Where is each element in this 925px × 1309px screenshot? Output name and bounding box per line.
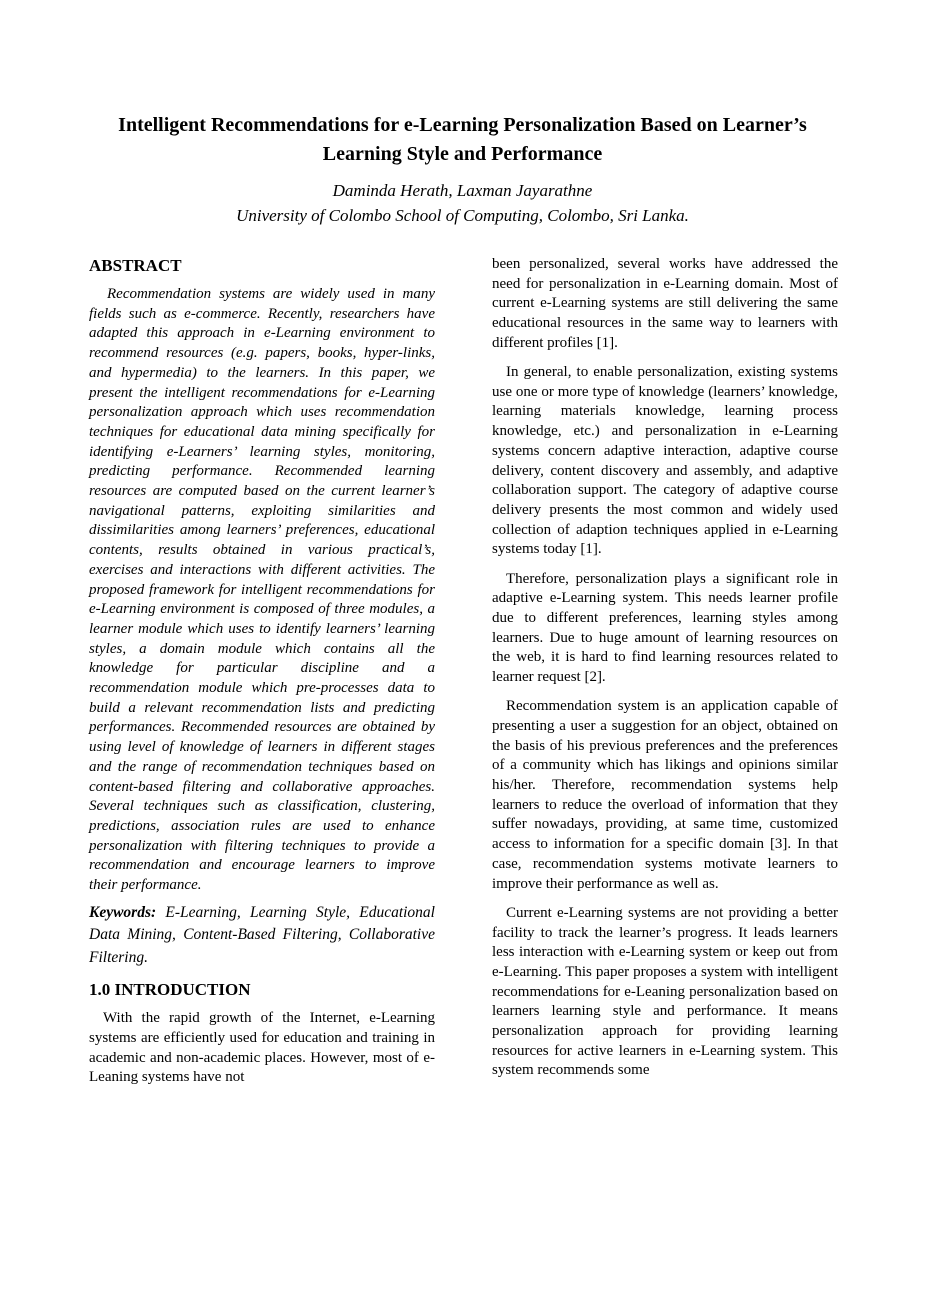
author-names: Daminda Herath, Laxman Jayarathne — [332, 181, 593, 200]
intro-paragraph: been personalized, several works have addressed the need for personalization in e-Learning domain. Most of current e-Learning systems are still delivering the same educational resources in the same way to learners with different profiles [1]. — [492, 256, 838, 351]
intro-paragraph: With the rapid growth of the Internet, e-Learning systems are efficiently used for education and training in academic and non-academic places. However, most of e-Leaning systems have not — [89, 1010, 435, 1086]
intro-paragraph: Recommendation system is an application capable of presenting a user a suggestion for an object, obtained on the basis of his previous preferences and the preferences of a community which has likings and opinions similar his/her. Therefore, recommendation systems help learners to reduce the overload of information that they suffer nowadays, providing, at same time, customized access to information for a specific domain [3]. In that case, recommendation systems motivate learners to improve their performance as well as. — [492, 698, 838, 892]
paper-title: Intelligent Recommendations for e-Learning Personalization Based on Learner’s Learning Style and Performance — [118, 114, 807, 165]
abstract-text: Recommendation systems are widely used in many fields such as e-commerce. Recently, researchers have adapted this approach in e-Learning environment to recommend resources (e.g. papers, books, hyper-links, and hypermedia) to the learners. In this paper, we present the intelligent recommendations for e-Learning personalization approach which uses recommendation techniques for educational data mining specifically for identifying e-Learners’ learning styles, monitoring, predicting performance. Recommended learning resources are computed based on the current learner’s navigational patterns, exploiting similarities and dissimilarities among learners’ preferences, educational contents, results obtained in various practical’s, exercises and interactions with different activities. The proposed framework for intelligent recommendations for e-Learning environment is composed of three modules, a learner module which uses to identify learners’ learning styles, a domain module which contains all the knowledge for particular discipline and a recommendation module which pre-processes data to build a relevant recommendation lists and predicting performances. Recommended resources are obtained by using level of knowledge of learners in different stages and the range of recommendation techniques based on content-based filtering and collaborative approaches. Several techniques such as classification, clustering, predictions, association rules are used to enhance personalization with filtering techniques to provide a recommendation and encourage learners to improve their performance. — [89, 286, 435, 894]
keywords-text: E-Learning, Learning Style, Educational Data Mining, Content-Based Filtering, Collaborative Filtering. — [89, 903, 435, 966]
right-column — [492, 255, 838, 1091]
author-affiliation: University of Colombo School of Computing, Colombo, Sri Lanka. — [236, 206, 689, 225]
intro-paragraph: Current e-Learning systems are not providing a better facility to track the learner’s progress. It leads learners less interaction with e-Learning system or keep out from e-Learning. This paper proposes a system with intelligent recommendations for e-Leaning personalization based on learners learning style and performance. It means personalization approach for providing learning resources for active learners in e-Learning system. This system recommends some — [492, 904, 838, 1079]
intro-paragraph: In general, to enable personalization, existing systems use one or more type of knowledge (learners’ knowledge, learning materials knowledge, learning process knowledge, etc.) and personalization in e-Learning systems concern adaptive interaction, adaptive course delivery, content discovery and assembly, and adaptive collaboration support. The category of adaptive course delivery presents the most common and widely used collection of adaption techniques applied in e-Learning systems today [1]. — [492, 364, 838, 558]
author-block — [100, 178, 825, 228]
keywords — [89, 902, 435, 970]
intro-paragraph: Therefore, personalization plays a significant role in adaptive e-Learning system. This needs learner profile due to different preferences, learning styles among learners. Due to huge amount of learning resources on the web, it is hard to find learning resources related to learner request [2]. — [492, 570, 838, 686]
abstract-heading: ABSTRACT — [89, 256, 182, 275]
left-column — [89, 255, 435, 1098]
introduction-heading: 1.0 INTRODUCTION — [89, 980, 251, 1000]
keywords-label: Keywords: — [89, 903, 157, 921]
